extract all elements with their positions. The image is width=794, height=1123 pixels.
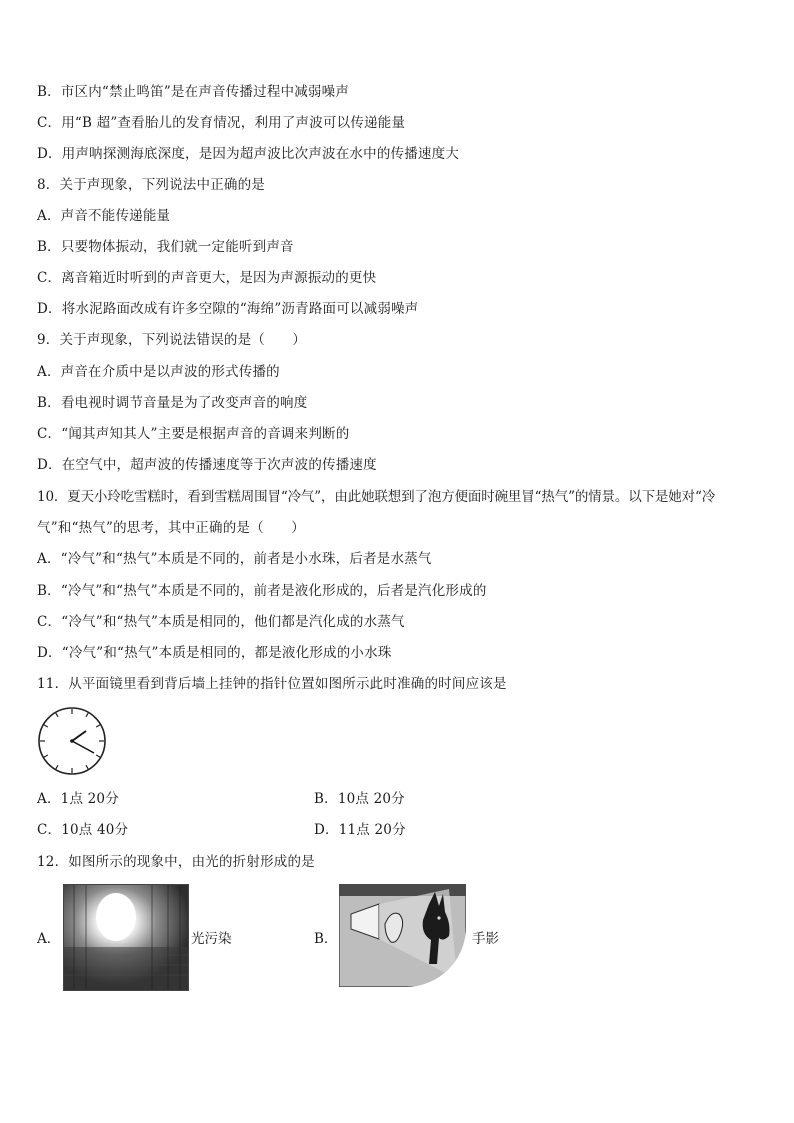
text-line: B．“冷气”和“热气”本质是不同的，前者是液化形成的，后者是汽化形成的 xyxy=(37,583,487,599)
text-line: B．看电视时调节音量是为了改变声音的响度 xyxy=(37,395,308,411)
question-10-stem: 10．夏天小玲吃雪糕时，看到雪糕周围冒“冷气”，由此她联想到了泡方便面时碗里冒“热气”的情景。以下是她对“冷 xyxy=(37,489,716,505)
question-11-stem: 11．从平面镜里看到背后墙上挂钟的指针位置如图所示此时准确的时间应该是 xyxy=(37,676,507,692)
text-line: C．离音箱近时听到的声音更大，是因为声源振动的更快 xyxy=(37,270,377,286)
text-line: 气”和“热气”的思考，其中正确的是（ ） xyxy=(37,520,305,536)
q11-option-b: B．10点 20分 xyxy=(314,791,405,807)
q12-option-a-label: A． xyxy=(37,931,61,947)
q11-option-d: D．11点 20分 xyxy=(314,822,406,838)
clock-icon xyxy=(36,705,108,777)
q12-option-b-caption: 手影 xyxy=(472,931,499,947)
text-line: A．声音不能传递能量 xyxy=(37,208,171,224)
text-line: C．“冷气”和“热气”本质是相同的，他们都是汽化成的水蒸气 xyxy=(37,614,405,630)
text-line: A．声音在介质中是以声波的形式传播的 xyxy=(37,364,280,380)
q11-option-c: C．10点 40分 xyxy=(37,822,129,838)
q12-option-a-caption: 光污染 xyxy=(191,931,232,947)
text-line: D．用声呐探测海底深度，是因为超声波比次声波在水中的传播速度大 xyxy=(37,146,460,162)
text-line: D．“冷气”和“热气”本质是相同的，都是液化形成的小水珠 xyxy=(37,645,392,661)
question-8-stem: 8．关于声现象，下列说法中正确的是 xyxy=(37,177,265,193)
question-9-stem: 9．关于声现象，下列说法错误的是（ ） xyxy=(37,332,307,348)
text-line: B．市区内“禁止鸣笛”是在声音传播过程中减弱噪声 xyxy=(37,84,350,100)
q12-option-b-label: B． xyxy=(314,931,338,947)
text-line: C．用“B 超”查看胎儿的发育情况，利用了声波可以传递能量 xyxy=(37,115,406,131)
text-line: C．“闻其声知其人”主要是根据声音的音调来判断的 xyxy=(37,426,350,442)
text-line: D．将水泥路面改成有许多空隙的“海绵”沥青路面可以减弱噪声 xyxy=(37,301,419,317)
q11-option-a: A．1点 20分 xyxy=(37,791,119,807)
light-pollution-image xyxy=(63,884,189,991)
text-line: B．只要物体振动，我们就一定能听到声音 xyxy=(37,239,294,255)
question-12-stem: 12．如图所示的现象中，由光的折射形成的是 xyxy=(37,854,315,870)
hand-shadow-image xyxy=(339,884,466,987)
text-line: A．“冷气”和“热气”本质是不同的，前者是小水珠，后者是水蒸气 xyxy=(37,551,432,567)
text-line: D．在空气中，超声波的传播速度等于次声波的传播速度 xyxy=(37,457,377,473)
